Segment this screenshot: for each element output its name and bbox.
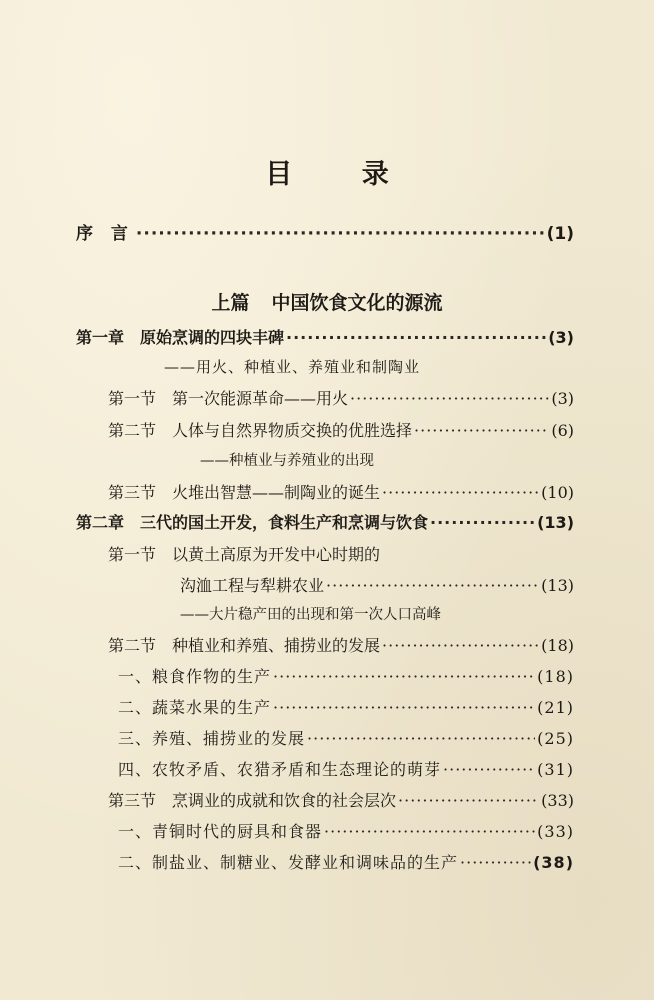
toc-entry-ch2-s3-item-2[interactable] xyxy=(118,852,574,874)
toc-entry-label: 沟洫工程与犁耕农业 xyxy=(180,576,325,595)
toc-page-number: (38) xyxy=(533,853,574,872)
toc-page-number: (21) xyxy=(537,698,574,717)
part-label: 上篇 xyxy=(211,292,250,314)
toc-page-number: (10) xyxy=(541,483,574,502)
ch2-section-1-subtitle: ——大片稳产田的出现和第一次人口高峰 xyxy=(180,607,441,623)
toc-entry-label: 第三节 火堆出智慧——制陶业的诞生 xyxy=(108,483,381,502)
leader-dots xyxy=(326,575,539,597)
ch1-section-2-subtitle: ——种植业与养殖业的出现 xyxy=(200,453,374,469)
toc-entry-chapter-2[interactable] xyxy=(76,512,574,534)
chapter-1-subtitle: ——用火、种植业、养殖业和制陶业 xyxy=(164,358,421,376)
toc-page-number: (6) xyxy=(551,421,574,440)
toc-page-number: (31) xyxy=(537,760,574,779)
toc-page-number: (25) xyxy=(537,729,574,748)
toc-page-number: (13) xyxy=(537,513,574,532)
toc-entry-label: 第一章 原始烹调的四块丰碑 xyxy=(76,328,285,347)
toc-entry-label: 第二节 人体与自然界物质交换的优胜选择 xyxy=(108,421,413,440)
toc-entry-ch1-section-2[interactable] xyxy=(108,420,574,442)
toc-entry-label: 四、农牧矛盾、农猎矛盾和生态理论的萌芽 xyxy=(118,760,442,779)
toc-entry-ch2-s2-item-1[interactable] xyxy=(118,666,574,688)
leader-dots xyxy=(414,420,549,442)
leader-dots xyxy=(430,512,535,534)
toc-entry-ch1-section-3[interactable] xyxy=(108,482,574,504)
toc-entry-ch2-s2-item-2[interactable] xyxy=(118,697,574,719)
toc-entry-ch2-section-3[interactable] xyxy=(108,790,574,812)
toc-page-number: (3) xyxy=(548,328,574,347)
leader-dots xyxy=(460,852,531,874)
toc-entry-label: 第二节 种植业和养殖、捕捞业的发展 xyxy=(108,636,381,655)
toc-entry-label: 第三节 烹调业的成就和饮食的社会层次 xyxy=(108,791,397,810)
leader-dots xyxy=(350,388,549,410)
toc-entry-label: 一、青铜时代的厨具和食器 xyxy=(118,822,323,841)
toc-entry-preface[interactable] xyxy=(76,223,574,245)
toc-entry-ch2-section-1[interactable] xyxy=(180,575,574,597)
leader-dots xyxy=(273,697,535,719)
toc-page-number: (1) xyxy=(546,224,574,244)
toc-entry-label: 二、制盐业、制糖业、发酵业和调味品的生产 xyxy=(118,853,459,872)
toc-entry-ch2-s3-item-1[interactable] xyxy=(118,821,574,843)
part-heading xyxy=(0,288,654,315)
leader-dots xyxy=(307,728,535,750)
leader-dots xyxy=(324,821,535,843)
toc-entry-label: 三、养殖、捕捞业的发展 xyxy=(118,729,306,748)
part-title: 中国饮食文化的源流 xyxy=(271,292,443,314)
ch2-section-1-label-line-1[interactable]: 第一节 以黄土高原为开发中心时期的 xyxy=(108,545,381,564)
toc-entry-label: 第二章 三代的国土开发，食料生产和烹调与饮食 xyxy=(76,513,429,532)
leader-dots xyxy=(443,759,535,781)
toc-page-number: (33) xyxy=(537,822,574,841)
toc-page-number: (18) xyxy=(537,667,574,686)
toc-entry-ch1-section-1[interactable] xyxy=(108,388,574,410)
leader-dots xyxy=(382,635,539,657)
leader-dots xyxy=(286,327,546,349)
toc-page-number: (18) xyxy=(541,636,574,655)
toc-entry-label: 一、粮食作物的生产 xyxy=(118,667,272,686)
toc-entry-chapter-1[interactable] xyxy=(76,327,574,349)
toc-entry-label: 二、蔬菜水果的生产 xyxy=(118,698,272,717)
toc-page-number: (33) xyxy=(541,791,574,810)
leader-dots xyxy=(398,790,539,812)
toc-entry-ch2-section-2[interactable] xyxy=(108,635,574,657)
toc-page-number: (13) xyxy=(541,576,574,595)
leader-dots xyxy=(136,223,545,245)
page-title: 目 录 xyxy=(265,159,419,190)
leader-dots xyxy=(273,666,535,688)
toc-page-number: (3) xyxy=(551,389,574,408)
toc-entry-label: 序 言 xyxy=(76,224,134,244)
toc-entry-ch2-s2-item-3[interactable] xyxy=(118,728,574,750)
toc-entry-ch2-s2-item-4[interactable] xyxy=(118,759,574,781)
toc-entry-label: 第一节 第一次能源革命——用火 xyxy=(108,389,349,408)
leader-dots xyxy=(382,482,539,504)
